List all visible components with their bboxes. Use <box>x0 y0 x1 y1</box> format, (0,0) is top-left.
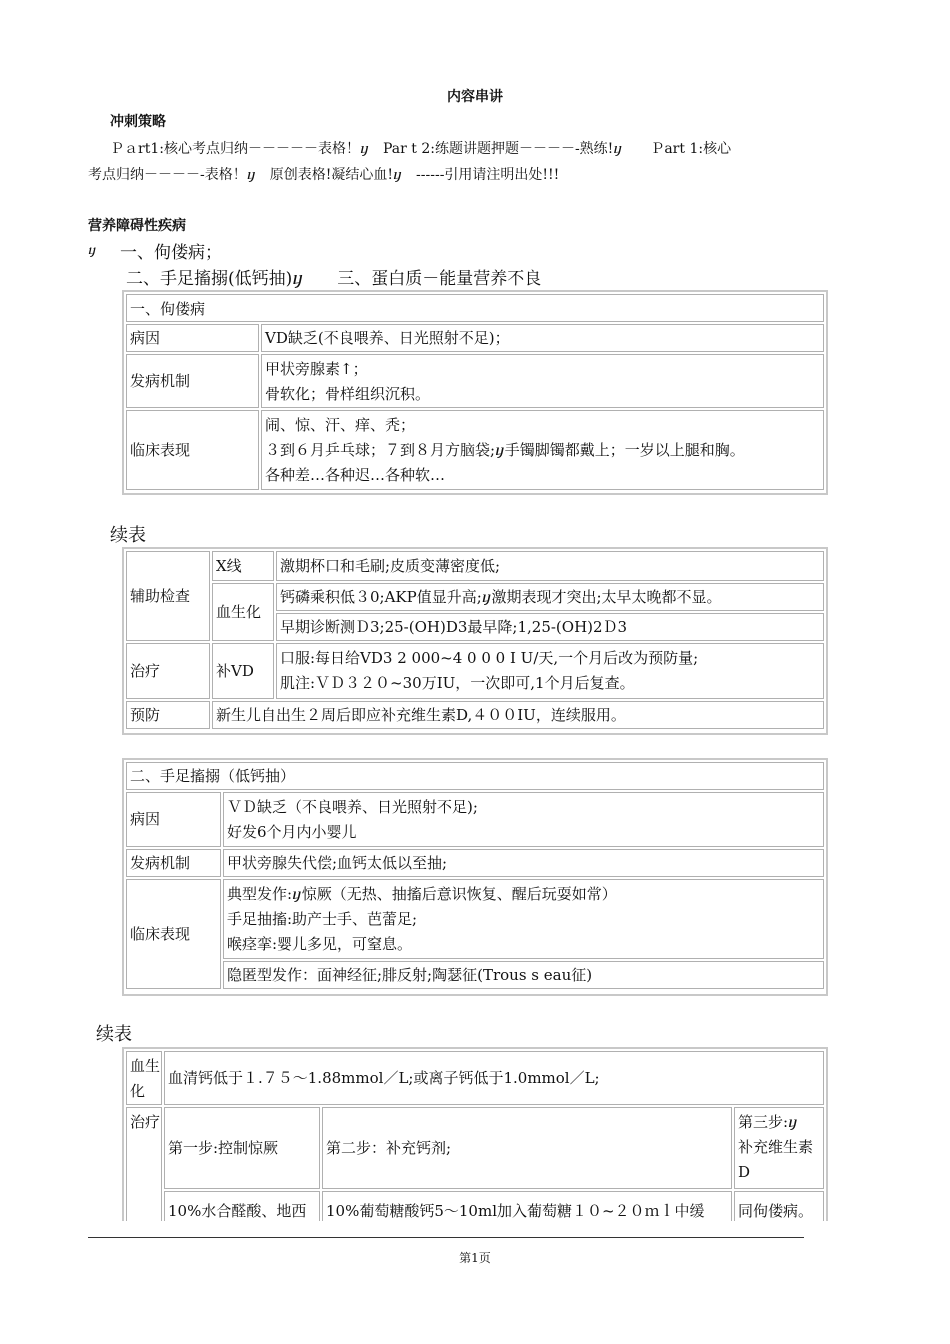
text-line: 第三步:ⴘ <box>738 1113 798 1131</box>
footer-divider <box>88 1237 804 1238</box>
text-line: 甲状旁腺素↑； <box>265 360 368 378</box>
row-label-treatment: 治疗 <box>126 1107 162 1221</box>
text-line: 各种差…各种迟…各种软… <box>265 466 446 484</box>
page-number: 第1页 <box>459 1251 491 1265</box>
step3-cell <box>734 1107 824 1189</box>
row-cell-sedative: 10%水合醛酸、地西 <box>164 1191 320 1221</box>
row-content-clinical <box>261 410 824 490</box>
prevention-content: 新生儿自出生２周后即应补充维生素D,４００IU，连续服用。 <box>212 701 824 729</box>
strategy-text-line1: Ｐａrt1:核心考点归纳－－－－－表格！ⴘ Par t 2:练题讲题押题－－－－-熟练!ⴘ Ｐart 1:核心 <box>110 141 732 157</box>
row-content-cause <box>223 792 824 847</box>
text-line: 闹、惊、汗、痒、秃； <box>265 416 416 434</box>
table-tetany <box>122 758 828 996</box>
table-title: 一、佝偻病 <box>126 294 824 322</box>
xray-content: 激期杯口和毛刷;皮质变薄密度低; <box>276 551 824 581</box>
row-cell-vitd: 同佝偻病。 <box>734 1191 824 1221</box>
row-label-aux-exam: 辅助检查 <box>126 551 210 641</box>
text-line: 口服:每日给VD3 2 000~4 0 0 0 I U/天,一个月后改为预防量; <box>280 649 699 667</box>
text-line: 血生 <box>130 1057 161 1075</box>
text-line: ＶＤ缺乏（不良喂养、日光照射不足); <box>227 798 478 816</box>
text-line: 补充维生素 <box>738 1138 814 1156</box>
row-content-latent: 隐匿型发作：面神经征;腓反射;陶瑟征(Trous s eau征) <box>223 961 824 989</box>
row-label-cause: 病因 <box>126 324 259 352</box>
bullet-icon: ⴘ <box>88 243 97 258</box>
text-line: 肌注:ＶＤ３２０~30万IU，一次即可,1个月后复查。 <box>280 674 635 692</box>
text-line: 化 <box>130 1082 146 1100</box>
text-line: 手足抽搐:助产士手、芭蕾足; <box>227 910 418 928</box>
list-item-rickets: 一、佝偻病； <box>120 243 222 263</box>
row-content-blood: 血清钙低于１.７５～1.88mmol／L;或离子钙低于1.0mmol／L; <box>164 1051 824 1105</box>
sub-label-blood: 血生化 <box>212 583 274 641</box>
text-line: 喉痉挛:婴儿多见，可窒息。 <box>227 935 413 953</box>
row-label-clinical: 临床表现 <box>126 410 259 490</box>
continued-label: 续表 <box>96 1024 132 1045</box>
row-content-pathogenesis <box>261 354 824 408</box>
step1-cell: 第一步:控制惊厥 <box>164 1107 320 1189</box>
blood-content-2: 早期诊断测Ｄ3;25-(OH)D3最早降;1,25-(OH)2Ｄ3 <box>276 613 824 641</box>
row-label-prevention: 预防 <box>126 701 210 729</box>
section-heading-nutrition: 营养障碍性疾病 <box>88 218 186 234</box>
row-content-clinical <box>223 879 824 959</box>
row-cell-calcium: 10%葡萄糖酸钙5～10ml加入葡萄糖１０~２０ｍｌ中缓 <box>322 1191 732 1221</box>
table-rickets-continued <box>122 547 828 735</box>
section-heading-strategy: 冲刺策略 <box>110 114 166 130</box>
row-content-cause: VD缺乏(不良喂养、日光照射不足)； <box>261 324 824 352</box>
sub-label-xray: X线 <box>212 551 274 581</box>
row-label-cause: 病因 <box>126 792 221 847</box>
table-tetany-continued <box>122 1047 828 1221</box>
table-rickets <box>122 290 828 495</box>
text-line: 好发6个月内小婴儿 <box>227 823 357 841</box>
page-title: 内容串讲 <box>447 89 503 105</box>
text-line: 典型发作:ⴘ惊厥（无热、抽搐后意识恢复、醒后玩耍如常） <box>227 885 617 903</box>
table-title: 二、手足搐搦（低钙抽） <box>126 762 824 790</box>
row-label-pathogenesis: 发病机制 <box>126 354 259 408</box>
text-line: ３到６月乒乓球；７到８月方脑袋;ⴘ手镯脚镯都戴上；一岁以上腿和胸。 <box>265 441 745 459</box>
step2-cell: 第二步：补充钙剂; <box>322 1107 732 1189</box>
strategy-text-line2: 考点归纳－－－－-表格！ⴘ 原创表格!凝结心血!ⴘ ------引用请注明出处!!! <box>88 167 560 183</box>
row-content-pathogenesis: 甲状旁腺失代偿;血钙太低以至抽; <box>223 849 824 877</box>
continued-label: 续表 <box>110 525 146 546</box>
list-item-tetany-pem: 二、手足搐搦(低钙抽)ⴘ 三、蛋白质－能量营养不良 <box>126 269 542 289</box>
text-line: D <box>738 1163 751 1181</box>
treatment-content <box>276 643 824 699</box>
row-label-blood <box>126 1051 162 1105</box>
text-line: 骨软化；骨样组织沉积。 <box>265 385 431 403</box>
blood-content-1: 钙磷乘积低３0;AKP值显升高;ⴘ激期表现才突出;太早太晚都不显。 <box>276 583 824 611</box>
row-label-clinical: 临床表现 <box>126 879 221 989</box>
row-label-treatment: 治疗 <box>126 643 210 699</box>
sub-label-supplement-vd: 补VD <box>212 643 274 699</box>
row-label-pathogenesis: 发病机制 <box>126 849 221 877</box>
